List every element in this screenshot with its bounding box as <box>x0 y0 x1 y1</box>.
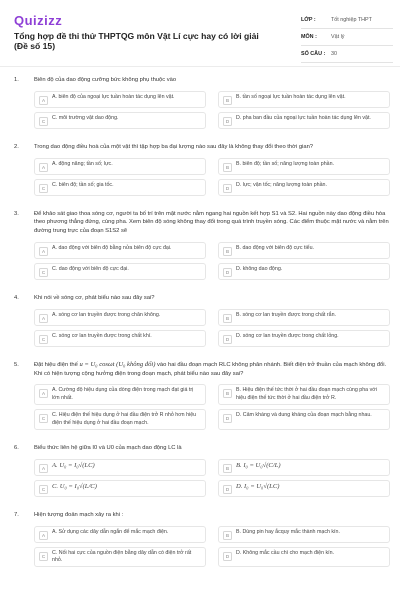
option-formula: C. U₀ = I₀√(L/C) <box>52 482 97 490</box>
option-text: D. Cảm kháng và dung kháng của đoạn mạch bằng nhau. <box>236 412 372 419</box>
answer-options <box>34 309 390 347</box>
option-letter-badge: C <box>39 485 48 494</box>
question-number: 6. <box>14 445 19 451</box>
option-letter-badge: B <box>223 163 232 172</box>
question-1 <box>14 76 390 129</box>
question-4 <box>14 294 390 347</box>
option-letter-badge: B <box>223 96 232 105</box>
worksheet-header <box>0 0 400 62</box>
option-text: A. Sử dụng các dây dẫn ngắn để mắc mạch điện. <box>52 528 169 535</box>
option-letter-badge: C <box>39 335 48 344</box>
answer-option-a[interactable] <box>34 158 206 175</box>
option-letter-badge: C <box>39 117 48 126</box>
question-3 <box>14 210 390 280</box>
answer-option-a[interactable] <box>34 526 206 543</box>
option-text: C. Hiệu điện thế hiệu dụng ở hai đầu điện trở R nhỏ hơn hiệu điện thế hiệu dụng ở hai đầu đoạn mạch. <box>52 412 197 426</box>
question-number: 1. <box>14 77 19 83</box>
answer-option-d[interactable] <box>218 263 390 280</box>
question-text-before: Đặt hiệu điện thế <box>34 361 80 368</box>
answer-option-c[interactable] <box>34 547 206 568</box>
question-7 <box>14 511 390 568</box>
answer-option-d[interactable] <box>218 409 390 430</box>
answer-option-b[interactable] <box>218 309 390 326</box>
option-text: D. Không mắc cầu chì cho mạch điện kín. <box>236 549 335 556</box>
answer-options <box>34 158 390 196</box>
page-title: Tổng hợp đề thi thử THPTQG môn Vật Lí cực hay có lời giải (Đề số 15) <box>14 31 259 51</box>
option-letter-badge: B <box>223 314 232 323</box>
option-text: D. không dao động. <box>236 265 283 272</box>
option-letter-badge: A <box>39 247 48 256</box>
question-text <box>34 361 390 379</box>
question-text: Để khảo sát giao thoa sóng cơ, người ta bố trí trên mặt nước nằm ngang hai nguồn kết hợp S1 và S2. Hai nguồn này dao động điều hòa theo phương thẳng đứng, cùng pha. Xem biên độ sóng không thay đổi trong quá trình truyền sóng. Các điểm thuộc mặt nước và nằm trên đường trung trực của đoạn S1S2 sẽ <box>34 210 389 235</box>
option-letter-badge: A <box>39 96 48 105</box>
question-number: 3. <box>14 210 19 217</box>
option-text: B. Hiệu điện thế tức thời ở hai đầu đoạn mạch cùng pha với hiệu điện thế tức thời ở hai đầu điện trở R. <box>236 387 377 401</box>
question-text-after: vào hai đầu đoạn mạch RLC không phân nhánh. Biết điện trở thuần của mạch không đổi. Khi có hiện tượng cộng hưởng điện trong đoạn mạch, phát biểu nào sau đây sai? <box>34 361 387 377</box>
option-letter-badge: D <box>223 268 232 277</box>
answer-option-c[interactable] <box>34 263 206 280</box>
info-value: Vật lý <box>331 34 345 40</box>
option-letter-badge: A <box>39 464 48 473</box>
question-5 <box>14 361 390 430</box>
header-divider <box>0 66 400 67</box>
question-text: Biểu thức liên hệ giữa I0 và U0 của mạch dao động LC là <box>34 445 182 451</box>
info-table <box>301 12 393 63</box>
answer-options <box>34 526 390 568</box>
option-text: A. biên độ của ngoại lực tuần hoàn tác dụng lên vật. <box>52 93 175 100</box>
option-text: D. lực; vận tốc; năng lượng toàn phần. <box>236 181 327 188</box>
answer-option-b[interactable] <box>218 242 390 259</box>
option-text: C. biên độ; tần số; gia tốc. <box>52 181 114 188</box>
option-text: C. môi trường vật dao động. <box>52 114 119 121</box>
option-letter-badge: D <box>223 184 232 193</box>
answer-option-d[interactable] <box>218 480 390 497</box>
answer-option-d[interactable] <box>218 112 390 129</box>
option-text: B. biên độ; tần số; năng lượng toàn phần. <box>236 160 335 167</box>
answer-option-a[interactable] <box>34 459 206 476</box>
question-list <box>0 76 400 567</box>
answer-options <box>34 91 390 129</box>
option-text: B. Dùng pin hay ắcquy mắc thành mạch kín. <box>236 528 340 535</box>
answer-option-c[interactable] <box>34 409 206 430</box>
answer-option-c[interactable] <box>34 480 206 497</box>
option-text: D. sóng cơ lan truyền được trong chất lỏng. <box>236 332 339 339</box>
answer-option-a[interactable] <box>34 242 206 259</box>
answer-option-a[interactable] <box>34 91 206 108</box>
info-row-class <box>301 12 393 29</box>
option-formula: B. I₀ = U₀√(C/L) <box>236 461 281 469</box>
question-text: Trong dao động điều hoà của một vật thì tập hợp ba đại lượng nào sau đây là không thay đổi theo thời gian? <box>34 143 314 150</box>
info-value: 30 <box>331 51 337 57</box>
answer-option-b[interactable] <box>218 91 390 108</box>
option-text: C. Nối hai cực của nguồn điện bằng dây dẫn có điện trở rất nhỏ. <box>52 549 192 563</box>
option-text: A. động năng; tần số; lực. <box>52 160 113 167</box>
info-label: MÔN : <box>301 34 317 40</box>
option-text: A. sóng cơ lan truyền được trong chân không. <box>52 311 161 318</box>
option-text: C. dao động với biên độ cực đại. <box>52 265 129 272</box>
option-letter-badge: A <box>39 389 48 398</box>
option-text: B. dao động với biên độ cực tiểu. <box>236 244 314 251</box>
info-row-count <box>301 46 393 63</box>
info-label: SỐ CÂU : <box>301 51 326 57</box>
option-letter-badge: C <box>39 184 48 193</box>
question-number: 2. <box>14 143 19 150</box>
option-text: B. sóng cơ lan truyền được trong chất rắn. <box>236 311 337 318</box>
answer-options <box>34 459 390 497</box>
option-letter-badge: C <box>39 414 48 423</box>
option-letter-badge: D <box>223 335 232 344</box>
info-row-subject <box>301 29 393 46</box>
option-letter-badge: D <box>223 552 232 561</box>
option-text: D. pha ban đầu của ngoại lực tuần hoàn tác dụng lên vật. <box>236 114 371 121</box>
option-letter-badge: B <box>223 531 232 540</box>
answer-option-a[interactable] <box>34 309 206 326</box>
answer-option-c[interactable] <box>34 179 206 196</box>
answer-option-b[interactable] <box>218 384 390 405</box>
option-letter-badge: C <box>39 268 48 277</box>
option-letter-badge: A <box>39 163 48 172</box>
question-number: 5. <box>14 361 19 368</box>
info-label: LỚP : <box>301 17 316 23</box>
question-text: Hiện tượng đoản mạch xảy ra khi : <box>34 511 124 518</box>
quizizz-logo: Quizizz <box>14 13 63 28</box>
option-formula: A. U₀ = I₀√(LC) <box>52 461 95 469</box>
answer-option-c[interactable] <box>34 330 206 347</box>
answer-option-c[interactable] <box>34 112 206 129</box>
option-text: B. tần số ngoại lực tuần hoàn tác dụng lên vật. <box>236 93 346 100</box>
option-letter-badge: D <box>223 485 232 494</box>
voltage-formula: u = U₀ cosωt (U₀ không đổi) <box>79 360 156 368</box>
question-number: 4. <box>14 294 19 301</box>
question-6 <box>14 444 390 497</box>
answer-option-d[interactable] <box>218 179 390 196</box>
answer-option-a[interactable] <box>34 384 206 405</box>
answer-options <box>34 384 390 430</box>
option-letter-badge: A <box>39 314 48 323</box>
option-letter-badge: D <box>223 117 232 126</box>
answer-option-b[interactable] <box>218 459 390 476</box>
question-number: 7. <box>14 511 19 518</box>
option-letter-badge: A <box>39 531 48 540</box>
question-text: Khi nói về sóng cơ, phát biểu nào sau đây sai? <box>34 294 155 301</box>
question-2 <box>14 143 390 196</box>
answer-option-d[interactable] <box>218 330 390 347</box>
answer-options <box>34 242 390 280</box>
option-letter-badge: B <box>223 247 232 256</box>
option-letter-badge: B <box>223 464 232 473</box>
option-letter-badge: B <box>223 389 232 398</box>
info-value: Tốt nghiệp THPT <box>331 17 372 23</box>
option-formula: D. I₀ = U₀√(LC) <box>236 482 280 490</box>
answer-option-b[interactable] <box>218 158 390 175</box>
question-text: Biên độ của dao động cưỡng bức không phụ thuộc vào <box>34 77 177 83</box>
option-text: A. dao động với biên độ bằng nửa biên độ cực đại. <box>52 244 172 251</box>
option-text: C. sóng cơ lan truyền được trong chất khí. <box>52 332 152 339</box>
option-letter-badge: C <box>39 552 48 561</box>
option-letter-badge: D <box>223 414 232 423</box>
option-text: A. Cường độ hiệu dụng của dòng điện trong mạch đạt giá trị lớn nhất. <box>52 387 194 401</box>
answer-option-d[interactable] <box>218 547 390 568</box>
answer-option-b[interactable] <box>218 526 390 543</box>
